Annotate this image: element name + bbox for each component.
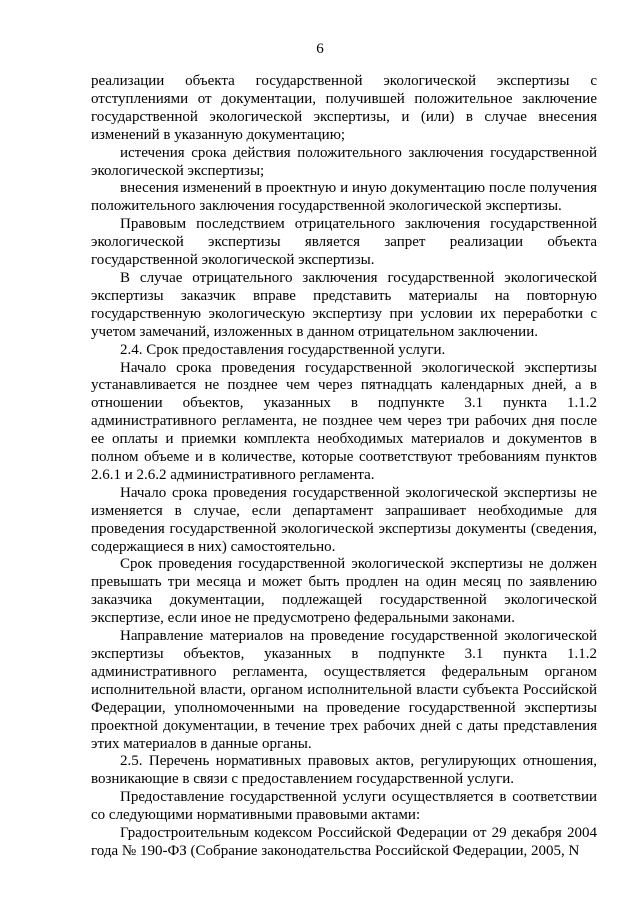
paragraph: истечения срока действия положительного заключения государственной экологической экспертизы; xyxy=(91,144,597,179)
paragraph: Начало срока проведения государственной экологической экспертизы не изменяется в случае, если департамент запрашивает необходимые для проведения государственной экологической экспертизы документы (сведения, содержащиеся в них) самостоятельно. xyxy=(91,484,597,555)
paragraph: Градостроительным кодексом Российской Федерации от 29 декабря 2004 года № 190-ФЗ (Собрание законодательства Российской Федерации, 2005, N xyxy=(91,825,597,859)
paragraph: Начало срока проведения государственной экологической экспертизы устанавливается не позднее чем через пятнадцать календарных дней, а в отношении объектов, указанных в подпункте 3.1 пункта 1.1.2 административного регламента, не позднее чем через три рабочих дня после ее оплаты и приемки комплекта необходимых материалов и документов в полном объеме и в количестве, которые соответствуют требованиям пунктов 2.6.1 и 2.6.2 административного регламента. xyxy=(91,359,597,483)
paragraph: В случае отрицательного заключения государственной экологической экспертизы заказчик вправе представить материалы на повторную государственную экологическую экспертизу при условии их переработки с учетом замечаний, изложенных в данном отрицательном заключении. xyxy=(91,269,597,340)
page-number: 6 xyxy=(316,41,324,57)
section-heading: 2.5. Перечень нормативных правовых актов, регулирующих отношения, возникающие в связи с предоставлением государственной услуги. xyxy=(91,753,597,788)
paragraph-continued: реализации объекта государственной экологической экспертизы с отступлениями от документации, получившей положительное заключение государственной экологической экспертизы, и (или) в случае внесения изменений в указанную документацию; xyxy=(91,73,597,143)
paragraph: Предоставление государственной услуги осуществляется в соответствии со следующими нормативными правовыми актами: xyxy=(91,789,597,824)
paragraph: Правовым последствием отрицательного заключения государственной экологической экспертизы является запрет реализации объекта государственной экологической экспертизы. xyxy=(91,216,597,269)
paragraph: внесения изменений в проектную и иную документацию после получения положительного заключения государственной экологической экспертизы. xyxy=(91,180,597,215)
document-body xyxy=(91,73,597,861)
paragraph: Срок проведения государственной экологической экспертизы не должен превышать три месяца и может быть продлен на один месяц по заявлению заказчика документации, подлежащей государственной экологической экспертизе, если иное не предусмотрено федеральными законами. xyxy=(91,556,597,627)
section-heading: 2.4. Срок предоставления государственной услуги. xyxy=(120,341,446,358)
paragraph: Направление материалов на проведение государственной экологической экспертизы объектов, указанных в подпункте 3.1 пункта 1.1.2 административного регламента, осуществляется федеральным органом исполнительной власти, органом исполнительной власти субъекта Российской Федерации, уполномоченными на проведение государственной экспертизы проектной документации, в течение трех рабочих дней с даты представления этих материалов в данные органы. xyxy=(91,628,597,752)
